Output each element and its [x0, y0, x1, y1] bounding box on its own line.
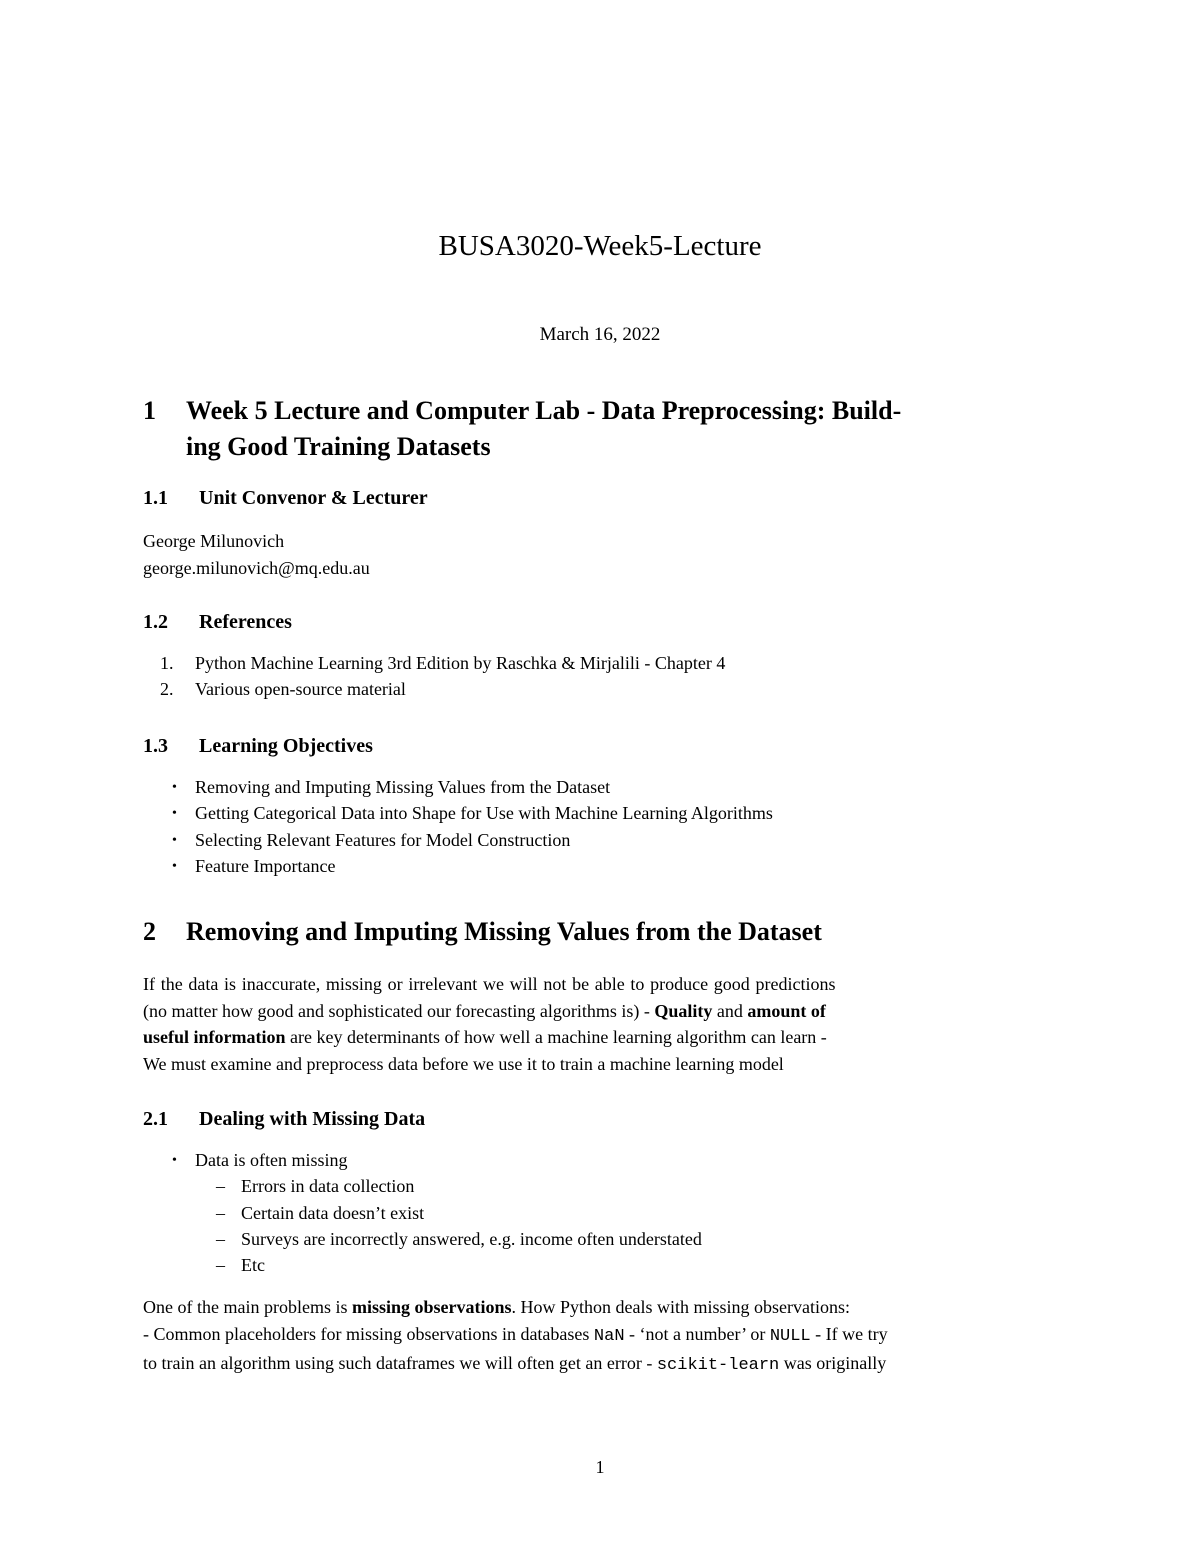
subsection-title: References [199, 611, 292, 633]
code-nan: NaN [593, 1326, 625, 1346]
subsection-number: 2.1 [143, 1108, 168, 1130]
section-number: 1 [143, 396, 156, 425]
sub-list-text: Surveys are incorrectly answered, e.g. income often understated [241, 1228, 702, 1249]
bullet-icon: • [172, 806, 177, 822]
code-null: NULL [769, 1326, 811, 1346]
subsection-title: Unit Convenor & Lecturer [199, 487, 428, 509]
reference-text: Python Machine Learning 3rd Edition by Raschka & Mirjalili - Chapter 4 [195, 653, 726, 673]
section-title-line1: Week 5 Lecture and Computer Lab - Data Preprocessing: Build- [186, 396, 902, 425]
emphasis-quality: Quality [654, 1000, 713, 1021]
bullet-icon: • [172, 858, 177, 874]
subsection-title: Learning Objectives [199, 735, 373, 757]
paragraph-line [143, 1350, 1061, 1380]
subsection-number: 1.2 [143, 611, 168, 633]
sub-list-text: Errors in data collection [241, 1176, 415, 1197]
paragraph-line: We must examine and preprocess data before we use it to train a machine learning model [143, 1053, 784, 1074]
paragraph-line [143, 1024, 1061, 1051]
emphasis-useful-information: useful information [143, 1027, 286, 1047]
document-title: BUSA3020-Week5-Lecture [438, 230, 762, 262]
dash-icon: – [216, 1176, 225, 1197]
section-number: 2 [143, 917, 156, 946]
paragraph-line [143, 1321, 1061, 1351]
text-run: (no matter how good and sophisticated our forecasting algorithms is) - [143, 1000, 655, 1021]
code-scikit-learn: scikit-learn [656, 1356, 780, 1375]
emphasis-missing-observations: missing observations [351, 1297, 512, 1317]
document-date: March 16, 2022 [539, 324, 661, 345]
objective-text: Feature Importance [195, 855, 336, 876]
emphasis-amount: amount of [747, 1000, 826, 1021]
list-text: Data is often missing [195, 1150, 348, 1170]
text-run: - ‘not a number’ or [624, 1323, 770, 1344]
list-marker: 2. [160, 679, 174, 700]
text-run: was originally [779, 1353, 887, 1373]
subsection-number: 1.3 [143, 735, 168, 757]
text-run: . How Python deals with missing observations: [511, 1297, 850, 1317]
section-title-line2: ing Good Training Datasets [186, 432, 491, 461]
paragraph-line: If the data is inaccurate, missing or irrelevant we will not be able to produce good predictions [143, 974, 836, 994]
bullet-icon: • [172, 780, 177, 795]
section-2-paragraph [143, 971, 1061, 1077]
bullet-icon: • [172, 1153, 177, 1168]
subsection-title: Dealing with Missing Data [199, 1108, 426, 1130]
section-2-1-paragraph [143, 1294, 1061, 1380]
lecturer-name: George Milunovich [143, 531, 285, 551]
paragraph-line [143, 998, 1061, 1025]
dash-icon: – [216, 1228, 225, 1249]
dash-icon: – [216, 1255, 225, 1276]
objective-text: Removing and Imputing Missing Values from the Dataset [195, 777, 611, 797]
objective-text: Selecting Relevant Features for Model Construction [195, 829, 571, 850]
paragraph-line [143, 1294, 1061, 1321]
page-number: 1 [595, 1457, 605, 1477]
dash-icon: – [216, 1202, 225, 1223]
text-run: - If we try [810, 1323, 888, 1344]
sub-list-text: Etc [241, 1255, 265, 1276]
bullet-icon: • [172, 832, 177, 848]
reference-text: Various open-source material [195, 679, 406, 700]
list-marker: 1. [160, 653, 174, 673]
sub-list-text: Certain data doesn’t exist [241, 1202, 425, 1223]
lecturer-email[interactable]: george.milunovich@mq.edu.au [143, 558, 370, 578]
text-run: are key determinants of how well a machine learning algorithm can learn - [285, 1027, 827, 1047]
objective-text: Getting Categorical Data into Shape for Use with Machine Learning Algorithms [195, 803, 773, 824]
text-run: to train an algorithm using such dataframes we will often get an error - [143, 1353, 657, 1373]
section-title: Removing and Imputing Missing Values from the Dataset [186, 917, 822, 946]
subsection-number: 1.1 [143, 487, 168, 509]
text-run: and [712, 1000, 748, 1021]
text-run: One of the main problems is [143, 1297, 352, 1317]
text-run: - Common placeholders for missing observations in databases [143, 1323, 594, 1344]
